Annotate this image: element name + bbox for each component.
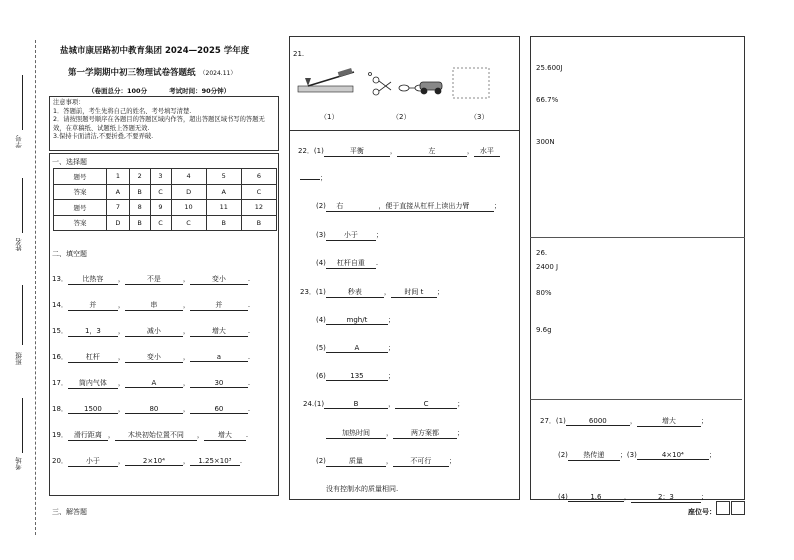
- q21-figures: [296, 64, 496, 106]
- q26-answer-2: 80%: [536, 289, 552, 297]
- q20-row: 20． 小于 ， 2×10⁴ ， 1.25×10³ .: [52, 457, 243, 465]
- score-info: （卷面总分：100分 考试时间：90分钟）: [88, 87, 231, 95]
- q23-row-3: (5) A ；: [316, 344, 395, 352]
- notice-item: 1．答题前，考生先将自己的姓名、考号填写清楚.: [53, 107, 192, 115]
- divider: [289, 130, 520, 131]
- q21-caption-1: （1）: [320, 113, 339, 121]
- title-line-1: 盐城市康居路初中教育集团 2024—2025 学年度: [60, 46, 250, 56]
- seat-box[interactable]: [731, 501, 745, 515]
- q22-row-1-tail: ；: [300, 173, 327, 183]
- car-figure: [420, 82, 442, 94]
- q26-answer-1: 2400 J: [536, 263, 559, 271]
- notice-item: 2．请按照题号顺序在各题目的答题区域内作答，超出答题区域书写的答题无效，在草稿纸、试题纸上答题无效.: [53, 116, 265, 132]
- right-section-frame: [530, 36, 745, 500]
- side-label-name: 姓名: [15, 238, 23, 251]
- q23-row-2: (4) mgh/t ；: [316, 316, 395, 324]
- q18-row: 18． 1500 ， 80 ， 60 .: [52, 405, 251, 413]
- q21-number: 21.: [293, 50, 305, 58]
- binding-dash-line: [35, 40, 36, 535]
- section3-title: 三、解答题: [52, 508, 87, 516]
- title-line-2: 第一学期期中初三物理试卷答题纸 （2024.11）: [68, 68, 237, 78]
- q22-row-2: (2) 右 ，便于直接从杠杆上读出力臂 ；: [316, 202, 501, 210]
- q19-row: 19． 滑行距离 ， 木块初始位置不同 ， 增大 .: [52, 431, 249, 439]
- table-row: 答案 D B C C B B: [54, 215, 277, 231]
- q24-note: 没有控制水的质量相同.: [326, 485, 399, 493]
- seat-label: 座位号：: [688, 508, 716, 516]
- q25-answer-3: 300N: [536, 138, 555, 146]
- q26-number: 26.: [536, 249, 548, 257]
- notice-box: [49, 96, 279, 151]
- notice-title: 注意事项：: [53, 99, 85, 106]
- table-row: 题号 7 8 9 10 11 12: [54, 200, 277, 216]
- lever-figure: [298, 68, 354, 92]
- notice-item: 3.保持卡面清洁,不要折叠,不要弄破.: [53, 133, 154, 140]
- side-label-exam-room: 考场: [15, 457, 23, 470]
- table-row: 题号 1 2 3 4 5 6: [54, 169, 277, 185]
- q21-caption-2: （2）: [392, 113, 411, 121]
- side-line: [22, 285, 23, 345]
- q16-row: 16． 杠杆 ， 变小 ， a .: [52, 353, 251, 361]
- q24-row-3: (2) 质量 ， 不可行 ；: [316, 457, 456, 465]
- q13-row: 13． 比热容 ， 不是 ， 变小 .: [52, 275, 251, 283]
- side-line: [22, 75, 23, 130]
- fill-title: 二、填空题: [52, 250, 87, 258]
- q21-caption-3: （3）: [470, 113, 489, 121]
- q26-answer-3: 9.6g: [536, 326, 552, 334]
- side-line: [22, 398, 23, 453]
- divider: [530, 237, 745, 238]
- q23-row-4: (6) 135 ；: [316, 372, 395, 380]
- q25-answer-1: 25.600J: [536, 64, 563, 72]
- mc-title: 一、选择题: [52, 158, 87, 166]
- side-label-class: 班级: [15, 352, 23, 365]
- q22-row-1: 22．(1) 平衡 ， 左 ， 水平: [298, 146, 500, 157]
- seat-box[interactable]: [716, 501, 730, 515]
- q14-row: 14． 并 ， 串 ， 并 .: [52, 301, 251, 309]
- q27-row-3: (4) 1.6 ， 2：3 ；: [558, 493, 708, 501]
- q22-row-4: (4) 杠杆自重 .: [316, 259, 379, 267]
- blank-figure-box: [453, 68, 489, 98]
- q15-row: 15． 1，3 ， 减小 ， 增大 .: [52, 327, 251, 335]
- mc-answer-table: [53, 168, 277, 231]
- q23-row-1: 23．(1) 秒表 ， 时间 t ；: [300, 288, 444, 296]
- q22-row-3: (3) 小于 ；: [316, 231, 383, 239]
- side-label-student-id: 学号: [15, 135, 23, 148]
- q27-row-2: (2) 热传递 ；(3) 4×10⁴ ；: [558, 451, 716, 459]
- table-row: 答案 A B C D A C: [54, 184, 277, 200]
- q24-row-1: 24.(1) B ， C ；: [303, 400, 465, 408]
- q25-answer-2: 66.7%: [536, 96, 559, 104]
- q27-row-1: 27．(1) 6000 ， 增大 ；: [540, 417, 708, 425]
- side-line: [22, 178, 23, 233]
- scissors-figure: [369, 73, 392, 96]
- q24-row-2: 加热时间 ， 两方案都 ；: [326, 428, 464, 439]
- q17-row: 17． 筒内气体 ， A ， 30 .: [52, 379, 251, 387]
- divider: [530, 399, 742, 400]
